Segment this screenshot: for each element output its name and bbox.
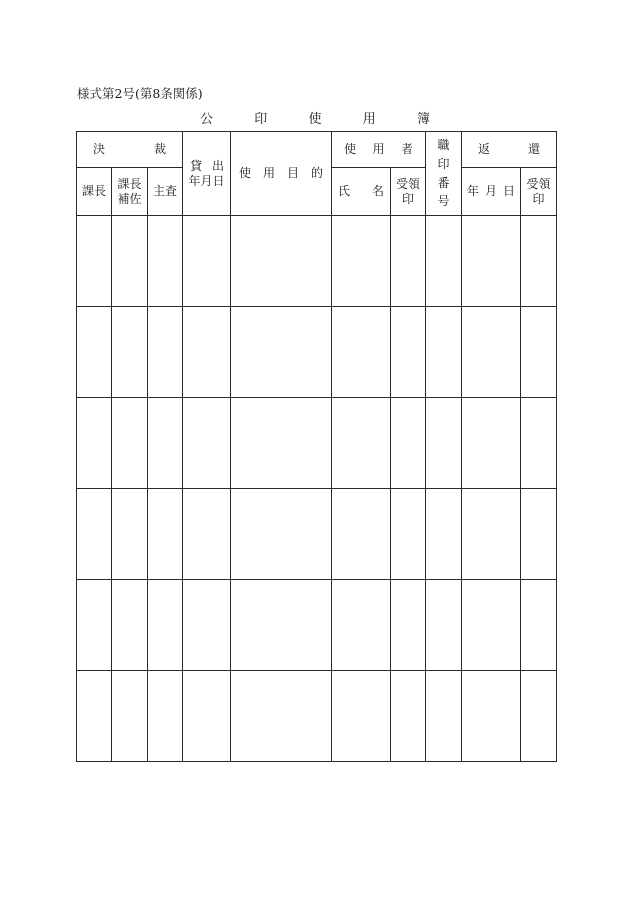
cell-user-name[interactable] [332, 671, 391, 762]
cell-user-name[interactable] [332, 489, 391, 580]
cell-lending-date[interactable] [183, 398, 231, 489]
cell-assistant-chief[interactable] [112, 580, 148, 671]
cell-section-chief[interactable] [77, 580, 112, 671]
header-section-chief: 課長 [77, 168, 112, 216]
cell-official-seal-number[interactable] [426, 489, 462, 580]
cell-section-chief[interactable] [77, 671, 112, 762]
cell-purpose[interactable] [231, 307, 332, 398]
cell-assistant-chief[interactable] [112, 671, 148, 762]
cell-assistant-chief[interactable] [112, 398, 148, 489]
cell-user-name[interactable] [332, 216, 391, 307]
cell-purpose[interactable] [231, 489, 332, 580]
header-return-date: 年 月 日 [462, 168, 521, 216]
cell-chief-examiner[interactable] [148, 216, 183, 307]
cell-section-chief[interactable] [77, 489, 112, 580]
cell-official-seal-number[interactable] [426, 398, 462, 489]
table-row [77, 398, 557, 489]
cell-assistant-chief[interactable] [112, 216, 148, 307]
form-number: 様式第2号(第8条関係) [77, 86, 203, 101]
header-purpose: 使 用 目 的 [231, 132, 332, 216]
cell-return-receipt-seal[interactable] [521, 216, 557, 307]
header-return: 返 還 [462, 132, 557, 168]
cell-return-receipt-seal[interactable] [521, 307, 557, 398]
cell-section-chief[interactable] [77, 307, 112, 398]
title-char: 使 [308, 112, 322, 127]
cell-receipt-seal[interactable] [391, 307, 426, 398]
cell-return-date[interactable] [462, 216, 521, 307]
cell-official-seal-number[interactable] [426, 307, 462, 398]
cell-assistant-chief[interactable] [112, 489, 148, 580]
header-kessai: 決 裁 [77, 132, 183, 168]
cell-receipt-seal[interactable] [391, 216, 426, 307]
cell-user-name[interactable] [332, 398, 391, 489]
cell-return-date[interactable] [462, 398, 521, 489]
table-row [77, 671, 557, 762]
cell-return-receipt-seal[interactable] [521, 580, 557, 671]
cell-receipt-seal[interactable] [391, 398, 426, 489]
cell-return-receipt-seal[interactable] [521, 398, 557, 489]
cell-section-chief[interactable] [77, 398, 112, 489]
cell-purpose[interactable] [231, 580, 332, 671]
header-lending-date: 貸 出 年月日 [183, 132, 231, 216]
header-name: 氏 名 [332, 168, 391, 216]
header-return-receipt-seal: 受領 印 [521, 168, 557, 216]
cell-chief-examiner[interactable] [148, 398, 183, 489]
cell-return-receipt-seal[interactable] [521, 489, 557, 580]
cell-lending-date[interactable] [183, 489, 231, 580]
cell-official-seal-number[interactable] [426, 216, 462, 307]
cell-receipt-seal[interactable] [391, 580, 426, 671]
header-assistant-chief: 課長 補佐 [112, 168, 148, 216]
title-char: 公 [200, 112, 214, 127]
header-user: 使 用 者 [332, 132, 426, 168]
cell-purpose[interactable] [231, 216, 332, 307]
cell-assistant-chief[interactable] [112, 307, 148, 398]
title-char: 簿 [416, 112, 430, 127]
cell-return-date[interactable] [462, 580, 521, 671]
cell-user-name[interactable] [332, 580, 391, 671]
table-row [77, 307, 557, 398]
cell-chief-examiner[interactable] [148, 307, 183, 398]
document-title [200, 108, 430, 127]
cell-section-chief[interactable] [77, 216, 112, 307]
cell-lending-date[interactable] [183, 216, 231, 307]
cell-user-name[interactable] [332, 307, 391, 398]
cell-return-date[interactable] [462, 489, 521, 580]
cell-return-date[interactable] [462, 671, 521, 762]
cell-chief-examiner[interactable] [148, 580, 183, 671]
cell-return-date[interactable] [462, 307, 521, 398]
cell-official-seal-number[interactable] [426, 671, 462, 762]
header-official-seal-number: 職 印 番 号 [426, 132, 462, 216]
cell-chief-examiner[interactable] [148, 489, 183, 580]
title-char: 用 [362, 112, 376, 127]
cell-return-receipt-seal[interactable] [521, 671, 557, 762]
cell-chief-examiner[interactable] [148, 671, 183, 762]
header-chief-examiner: 主査 [148, 168, 183, 216]
cell-receipt-seal[interactable] [391, 489, 426, 580]
cell-lending-date[interactable] [183, 671, 231, 762]
title-char: 印 [254, 112, 268, 127]
cell-receipt-seal[interactable] [391, 671, 426, 762]
seal-usage-register-table [76, 131, 557, 762]
table-row [77, 489, 557, 580]
cell-purpose[interactable] [231, 398, 332, 489]
cell-purpose[interactable] [231, 671, 332, 762]
header-receipt-seal: 受領 印 [391, 168, 426, 216]
cell-lending-date[interactable] [183, 307, 231, 398]
cell-lending-date[interactable] [183, 580, 231, 671]
table-row [77, 580, 557, 671]
table-row [77, 216, 557, 307]
cell-official-seal-number[interactable] [426, 580, 462, 671]
